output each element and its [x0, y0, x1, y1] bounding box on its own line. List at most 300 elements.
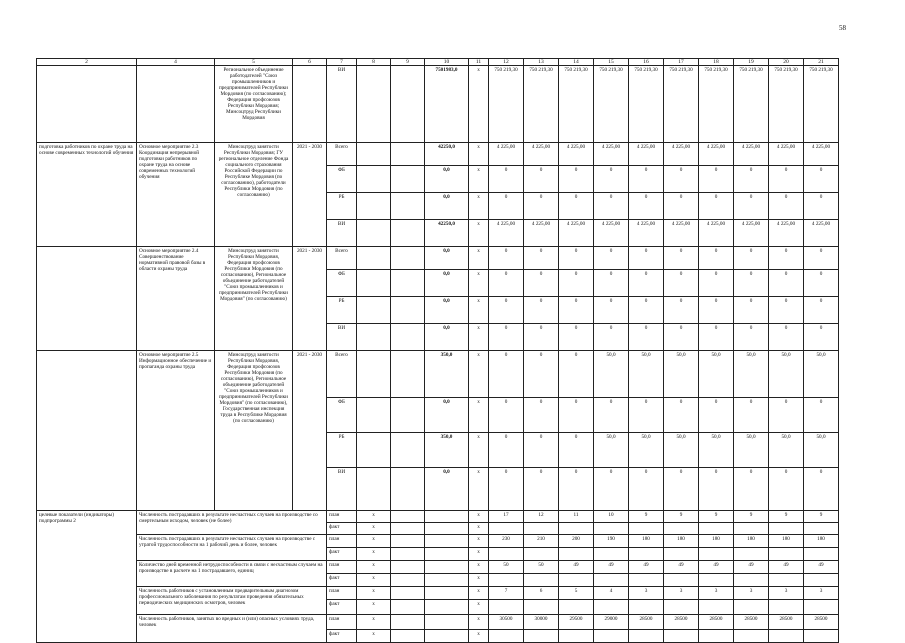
- year-value: 9: [769, 511, 804, 523]
- year-value: 0: [489, 324, 524, 351]
- source-cell: РБ: [327, 297, 357, 324]
- year-value: [594, 523, 629, 535]
- x-cell: x: [357, 574, 391, 587]
- year-value: 4: [594, 587, 629, 600]
- x-cell: x: [469, 324, 489, 351]
- year-value: 4 225,00: [524, 220, 559, 247]
- column-number: 2: [37, 59, 137, 66]
- year-value: 28500: [664, 615, 699, 630]
- column-number: 11: [469, 59, 489, 66]
- empty-cell: [357, 324, 391, 351]
- executor-cell: Минсоцтруд занятости Республики Мордовия, Федерация профсоюзов Республики Мордовия (по согласованию), Региональное объединение работодателей "Союз промышленников и предпринимателей Республики Мордовия" (по согласованию): [215, 247, 293, 351]
- empty-cell: [391, 270, 425, 297]
- empty-cell: [391, 548, 425, 561]
- period-cell: 2021 - 2030: [293, 247, 327, 351]
- x-cell: x: [357, 523, 391, 535]
- year-value: 0: [629, 270, 664, 297]
- year-value: 0: [524, 324, 559, 351]
- period-cell: 2021 - 2030: [293, 143, 327, 247]
- year-value: 50: [524, 561, 559, 574]
- empty-cell: [391, 511, 425, 523]
- year-value: 0: [524, 193, 559, 220]
- year-value: 4 225,00: [629, 220, 664, 247]
- year-value: 230: [489, 535, 524, 548]
- year-value: 180: [629, 535, 664, 548]
- x-cell: x: [469, 535, 489, 548]
- year-value: 0: [699, 297, 734, 324]
- year-value: 0: [524, 433, 559, 468]
- empty-cell: [425, 615, 469, 630]
- plan-fact-cell: факт: [327, 523, 357, 535]
- year-value: 0: [769, 247, 804, 270]
- year-value: 49: [594, 561, 629, 574]
- executor-cell: Минсоцтруд занятости Республики Мордовия, Федерация профсоюзов Республики Мордовия (по согласованию), Региональное объединение работодателей "Союз промышленников и предпринимателей Республики Мордовия" (по согласованию), Государственная инспекция труда в Республике Мордовия (по согласованию): [215, 351, 293, 511]
- year-value: 0: [769, 468, 804, 511]
- year-value: [769, 523, 804, 535]
- header-row: [37, 59, 839, 66]
- year-value: 50: [489, 561, 524, 574]
- year-value: 180: [699, 535, 734, 548]
- year-value: 0: [804, 270, 839, 297]
- indicators-label: целевые показатели (индикаторы) подпрограммы 2: [37, 511, 137, 643]
- source-cell: ВИ: [327, 220, 357, 247]
- goal-cell: [37, 66, 137, 143]
- x-cell: x: [469, 193, 489, 220]
- empty-cell: [391, 66, 425, 143]
- source-cell: ВИ: [327, 468, 357, 511]
- empty-cell: [391, 523, 425, 535]
- year-value: 0: [594, 247, 629, 270]
- year-value: 50,0: [664, 351, 699, 398]
- year-value: 50,0: [804, 351, 839, 398]
- empty-cell: [357, 398, 391, 433]
- total-cell: 0,0: [425, 297, 469, 324]
- empty-cell: [357, 193, 391, 220]
- year-value: 29500: [559, 615, 594, 630]
- year-value: 50,0: [594, 433, 629, 468]
- year-value: 4 225,00: [769, 143, 804, 166]
- year-value: 0: [489, 166, 524, 193]
- year-value: [629, 630, 664, 643]
- year-value: 0: [489, 270, 524, 297]
- year-value: 4 225,00: [699, 220, 734, 247]
- total-cell: 42250,0: [425, 143, 469, 166]
- total-cell: 42250,0: [425, 220, 469, 247]
- year-value: [664, 548, 699, 561]
- year-value: [769, 574, 804, 587]
- indicator-row: [37, 561, 839, 574]
- source-cell: РБ: [327, 193, 357, 220]
- column-number: 10: [425, 59, 469, 66]
- year-value: 3: [769, 587, 804, 600]
- year-value: 0: [559, 297, 594, 324]
- year-value: [489, 523, 524, 535]
- empty-cell: [357, 351, 391, 398]
- year-value: 0: [769, 193, 804, 220]
- x-cell: x: [469, 615, 489, 630]
- year-value: 0: [629, 166, 664, 193]
- year-value: 0: [594, 324, 629, 351]
- column-number: 13: [524, 59, 559, 66]
- year-value: 0: [734, 398, 769, 433]
- year-value: 0: [699, 193, 734, 220]
- year-value: [594, 600, 629, 615]
- year-value: 9: [734, 511, 769, 523]
- year-value: [524, 574, 559, 587]
- year-value: 0: [629, 468, 664, 511]
- year-value: [629, 600, 664, 615]
- year-value: 50,0: [664, 433, 699, 468]
- empty-cell: [391, 351, 425, 398]
- year-value: 0: [769, 297, 804, 324]
- source-cell: ФБ: [327, 398, 357, 433]
- column-number: 8: [357, 59, 391, 66]
- year-value: 4 225,00: [734, 220, 769, 247]
- program-table: [36, 58, 839, 643]
- year-value: [524, 630, 559, 643]
- executor-cell: Минсоцтруд занятости Республики Мордовия; ГУ региональное отделение Фонда социального страхования Российской Федерации по Республике Мордовия (по согласованию), работодатели Республики Мордовия (по согласованию): [215, 143, 293, 247]
- goal-cell: [37, 351, 137, 511]
- x-cell: x: [469, 297, 489, 324]
- empty-cell: [425, 535, 469, 548]
- year-value: 750 219,30: [664, 66, 699, 143]
- year-value: 50,0: [594, 351, 629, 398]
- year-value: [734, 630, 769, 643]
- year-value: 0: [769, 324, 804, 351]
- empty-cell: [391, 574, 425, 587]
- plan-fact-cell: план: [327, 615, 357, 630]
- year-value: 3: [804, 587, 839, 600]
- empty-cell: [391, 220, 425, 247]
- year-value: [664, 523, 699, 535]
- indicator-row: [37, 587, 839, 600]
- x-cell: x: [469, 351, 489, 398]
- plan-fact-cell: факт: [327, 548, 357, 561]
- column-number: 9: [391, 59, 425, 66]
- event-cell: Основное мероприятие 2.5 Информационное обеспечение и пропаганда охраны труда: [137, 351, 215, 511]
- year-value: 7: [489, 587, 524, 600]
- source-cell: ВИ: [327, 66, 357, 143]
- empty-cell: [391, 433, 425, 468]
- x-cell: x: [469, 600, 489, 615]
- empty-cell: [391, 615, 425, 630]
- total-cell: 0,0: [425, 398, 469, 433]
- table-row: [37, 66, 839, 143]
- year-value: 0: [594, 193, 629, 220]
- year-value: [804, 630, 839, 643]
- year-value: 5: [559, 587, 594, 600]
- year-value: 0: [804, 166, 839, 193]
- year-value: 4 225,00: [524, 143, 559, 166]
- year-value: [734, 600, 769, 615]
- plan-fact-cell: план: [327, 535, 357, 548]
- year-value: [664, 630, 699, 643]
- year-value: 0: [489, 193, 524, 220]
- empty-cell: [391, 193, 425, 220]
- year-value: [769, 630, 804, 643]
- x-cell: x: [469, 468, 489, 511]
- year-value: 0: [524, 247, 559, 270]
- year-value: [489, 630, 524, 643]
- column-number: 7: [327, 59, 357, 66]
- year-value: 0: [489, 398, 524, 433]
- indicator-name: Численность работников с установленным предварительным диагнозом профессионального заболевания по результатам проведения обязательных периодических медицинских осмотров, человек: [137, 587, 327, 615]
- plan-fact-cell: факт: [327, 600, 357, 615]
- year-value: 0: [489, 297, 524, 324]
- year-value: [804, 548, 839, 561]
- year-value: 0: [559, 247, 594, 270]
- column-number: 4: [137, 59, 215, 66]
- empty-cell: [391, 297, 425, 324]
- indicator-row: [37, 535, 839, 548]
- year-value: 28500: [699, 615, 734, 630]
- x-cell: x: [469, 561, 489, 574]
- empty-cell: [357, 66, 391, 143]
- year-value: 0: [699, 247, 734, 270]
- year-value: [489, 574, 524, 587]
- empty-cell: [357, 297, 391, 324]
- year-value: 190: [594, 535, 629, 548]
- event-cell: [137, 66, 215, 143]
- x-cell: x: [357, 535, 391, 548]
- source-cell: Всего: [327, 143, 357, 166]
- year-value: [594, 548, 629, 561]
- year-value: 28500: [769, 615, 804, 630]
- empty-cell: [425, 548, 469, 561]
- year-value: 3: [629, 587, 664, 600]
- year-value: 17: [489, 511, 524, 523]
- empty-cell: [391, 561, 425, 574]
- year-value: 12: [524, 511, 559, 523]
- year-value: 750 219,30: [629, 66, 664, 143]
- goal-cell: подготовка работников по охране труда на основе современных технологий обучения: [37, 143, 137, 247]
- x-cell: x: [469, 548, 489, 561]
- x-cell: x: [469, 574, 489, 587]
- x-cell: x: [357, 600, 391, 615]
- year-value: 180: [734, 535, 769, 548]
- year-value: 28500: [734, 615, 769, 630]
- year-value: [594, 630, 629, 643]
- total-cell: 7501983,0: [425, 66, 469, 143]
- year-value: 0: [769, 166, 804, 193]
- column-number: 12: [489, 59, 524, 66]
- year-value: 49: [559, 561, 594, 574]
- year-value: [699, 548, 734, 561]
- column-number: 18: [699, 59, 734, 66]
- total-cell: 0,0: [425, 193, 469, 220]
- empty-cell: [391, 600, 425, 615]
- plan-fact-cell: план: [327, 561, 357, 574]
- year-value: 750 219,30: [524, 66, 559, 143]
- year-value: 0: [559, 324, 594, 351]
- year-value: 0: [594, 398, 629, 433]
- empty-cell: [391, 630, 425, 643]
- year-value: 28500: [629, 615, 664, 630]
- year-value: 29000: [594, 615, 629, 630]
- year-value: 0: [804, 324, 839, 351]
- year-value: 0: [734, 270, 769, 297]
- year-value: 9: [699, 511, 734, 523]
- year-value: 49: [699, 561, 734, 574]
- year-value: 4 225,00: [559, 220, 594, 247]
- x-cell: x: [469, 587, 489, 600]
- table-row: [37, 143, 839, 166]
- year-value: 180: [769, 535, 804, 548]
- year-value: 50,0: [699, 433, 734, 468]
- column-number: 20: [769, 59, 804, 66]
- year-value: [804, 574, 839, 587]
- x-cell: x: [469, 523, 489, 535]
- year-value: 49: [804, 561, 839, 574]
- year-value: 0: [664, 193, 699, 220]
- empty-cell: [425, 574, 469, 587]
- year-value: 11: [559, 511, 594, 523]
- year-value: 0: [734, 247, 769, 270]
- empty-cell: [425, 511, 469, 523]
- year-value: [769, 548, 804, 561]
- year-value: 3: [664, 587, 699, 600]
- x-cell: x: [469, 220, 489, 247]
- year-value: 0: [769, 398, 804, 433]
- year-value: 0: [594, 270, 629, 297]
- year-value: 0: [559, 398, 594, 433]
- year-value: 50,0: [769, 351, 804, 398]
- year-value: 0: [804, 398, 839, 433]
- year-value: 50,0: [629, 433, 664, 468]
- empty-cell: [357, 166, 391, 193]
- year-value: [734, 523, 769, 535]
- year-value: 0: [489, 433, 524, 468]
- plan-fact-cell: факт: [327, 574, 357, 587]
- year-value: 50,0: [804, 433, 839, 468]
- year-value: 0: [559, 468, 594, 511]
- empty-cell: [391, 143, 425, 166]
- year-value: 0: [734, 166, 769, 193]
- year-value: 0: [804, 247, 839, 270]
- source-cell: ВИ: [327, 324, 357, 351]
- year-value: 0: [524, 398, 559, 433]
- year-value: 0: [524, 270, 559, 297]
- year-value: 0: [559, 351, 594, 398]
- year-value: 0: [734, 193, 769, 220]
- year-value: [489, 600, 524, 615]
- year-value: 0: [559, 270, 594, 297]
- empty-cell: [357, 433, 391, 468]
- table-row: [37, 351, 839, 398]
- empty-cell: [391, 535, 425, 548]
- period-cell: 2021 - 2030: [293, 351, 327, 511]
- page-number: 58: [839, 24, 846, 32]
- year-value: [699, 630, 734, 643]
- year-value: [699, 523, 734, 535]
- year-value: [524, 523, 559, 535]
- column-number: 15: [594, 59, 629, 66]
- year-value: 0: [734, 468, 769, 511]
- year-value: [559, 523, 594, 535]
- year-value: 200: [559, 535, 594, 548]
- year-value: 4 225,00: [734, 143, 769, 166]
- year-value: 50,0: [699, 351, 734, 398]
- indicator-row: [37, 615, 839, 630]
- empty-cell: [391, 398, 425, 433]
- source-cell: РБ: [327, 433, 357, 468]
- year-value: 3: [734, 587, 769, 600]
- year-value: 4 225,00: [594, 143, 629, 166]
- year-value: 0: [699, 324, 734, 351]
- year-value: 50,0: [769, 433, 804, 468]
- empty-cell: [357, 247, 391, 270]
- indicator-row: [37, 511, 839, 523]
- year-value: 0: [594, 297, 629, 324]
- year-value: 0: [629, 398, 664, 433]
- year-value: 4 225,00: [629, 143, 664, 166]
- x-cell: x: [357, 561, 391, 574]
- year-value: 750 219,30: [489, 66, 524, 143]
- plan-fact-cell: план: [327, 587, 357, 600]
- x-cell: x: [357, 587, 391, 600]
- source-cell: Всего: [327, 351, 357, 398]
- year-value: 0: [664, 297, 699, 324]
- year-value: 0: [524, 468, 559, 511]
- empty-cell: [425, 630, 469, 643]
- year-value: [559, 548, 594, 561]
- total-cell: 0,0: [425, 166, 469, 193]
- year-value: [629, 574, 664, 587]
- year-value: 49: [629, 561, 664, 574]
- year-value: 0: [699, 398, 734, 433]
- source-cell: ФБ: [327, 166, 357, 193]
- goal-cell: [37, 247, 137, 351]
- x-cell: x: [469, 143, 489, 166]
- empty-cell: [357, 270, 391, 297]
- year-value: 28500: [804, 615, 839, 630]
- year-value: 50,0: [629, 351, 664, 398]
- year-value: 0: [594, 468, 629, 511]
- year-value: 0: [804, 297, 839, 324]
- empty-cell: [425, 561, 469, 574]
- empty-cell: [425, 587, 469, 600]
- indicator-name: Численность работников, занятых во вредных и (или) опасных условиях труда, человек: [137, 615, 327, 643]
- year-value: 0: [629, 297, 664, 324]
- year-value: [769, 600, 804, 615]
- year-value: 50,0: [734, 351, 769, 398]
- year-value: [559, 600, 594, 615]
- year-value: [734, 548, 769, 561]
- x-cell: x: [357, 511, 391, 523]
- year-value: 4 225,00: [664, 220, 699, 247]
- year-value: 180: [664, 535, 699, 548]
- column-number: 5: [215, 59, 293, 66]
- year-value: 750 219,30: [699, 66, 734, 143]
- x-cell: x: [469, 66, 489, 143]
- year-value: 0: [559, 433, 594, 468]
- indicator-name: Численность пострадавших в результате несчастных случаев на производстве со смертельным исходом, человек (не более): [137, 511, 327, 535]
- x-cell: x: [357, 548, 391, 561]
- year-value: [664, 574, 699, 587]
- year-value: 0: [699, 468, 734, 511]
- year-value: [804, 600, 839, 615]
- year-value: 9: [664, 511, 699, 523]
- source-cell: ФБ: [327, 270, 357, 297]
- x-cell: x: [469, 398, 489, 433]
- year-value: 4 225,00: [489, 220, 524, 247]
- total-cell: 350,0: [425, 433, 469, 468]
- year-value: 750 219,30: [769, 66, 804, 143]
- year-value: [804, 523, 839, 535]
- year-value: 4 225,00: [489, 143, 524, 166]
- year-value: 50,0: [734, 433, 769, 468]
- period-cell: [293, 66, 327, 143]
